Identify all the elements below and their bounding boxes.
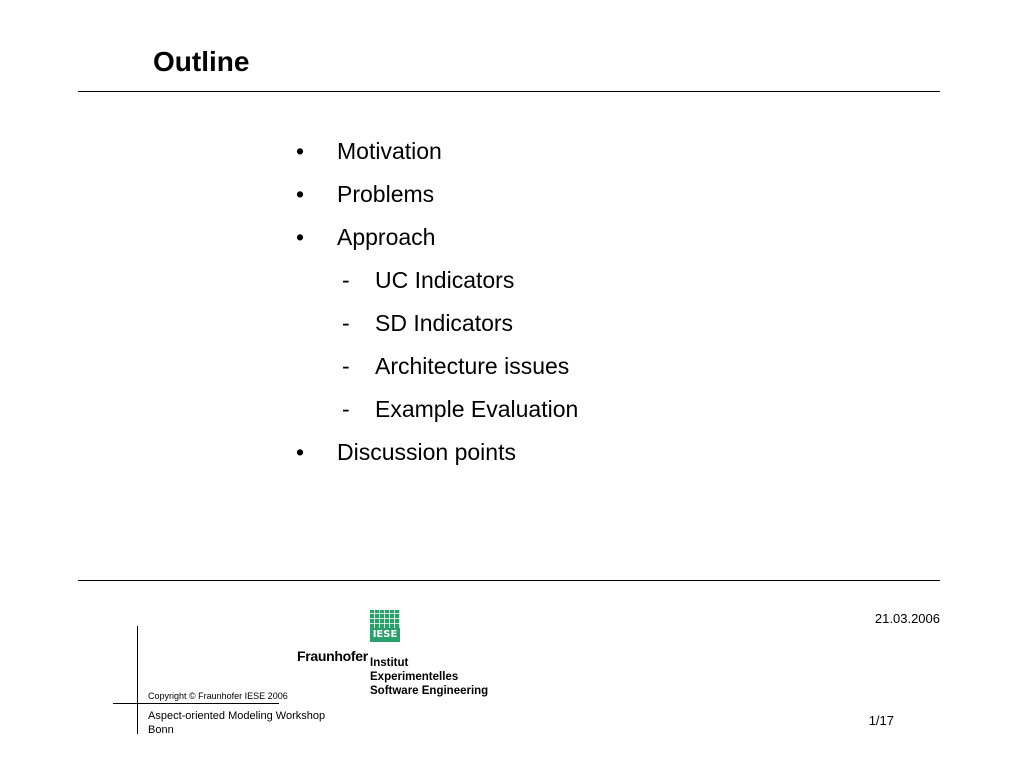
footer-vertical-rule [137, 626, 138, 734]
outline-subitem-text: SD Indicators [375, 310, 514, 336]
outline-subitem-text: Architecture issues [375, 353, 570, 379]
bullet-marker: • [296, 224, 305, 250]
institute-line-2: Experimentelles [370, 671, 459, 683]
institute-line-3: Software Engineering [370, 685, 489, 697]
page-number: 1/17 [868, 713, 894, 728]
institute-line-1: Institut [370, 657, 409, 669]
footer-divider [78, 580, 940, 581]
logo-grid [370, 610, 400, 628]
bullet-marker: • [296, 439, 305, 465]
fraunhofer-logo-text: Fraunhofer [297, 648, 368, 664]
outline-item-text: Approach [337, 224, 436, 250]
dash-marker: - [342, 310, 350, 336]
event-location: Bonn [148, 724, 174, 736]
outline-subitem-text: Example Evaluation [375, 396, 579, 422]
iese-logo-icon [370, 610, 400, 642]
logo-badge-text: IESE [372, 629, 398, 640]
outline-item-text: Discussion points [337, 439, 516, 465]
dash-marker: - [342, 396, 350, 422]
outline-item-text: Motivation [337, 138, 442, 164]
outline-subitem-text: UC Indicators [375, 267, 515, 293]
event-name: Aspect-oriented Modeling Workshop [148, 710, 326, 722]
dash-marker: - [342, 353, 350, 379]
dash-marker: - [342, 267, 350, 293]
copyright-text: Copyright © Fraunhofer IESE 2006 [148, 691, 288, 701]
slide-date: 21.03.2006 [874, 611, 940, 626]
title-divider [78, 91, 940, 92]
bullet-marker: • [296, 181, 305, 207]
outline-item-text: Problems [337, 181, 435, 207]
bullet-marker: • [296, 138, 305, 164]
slide-title: Outline [153, 46, 250, 77]
footer-horizontal-rule [113, 703, 279, 704]
